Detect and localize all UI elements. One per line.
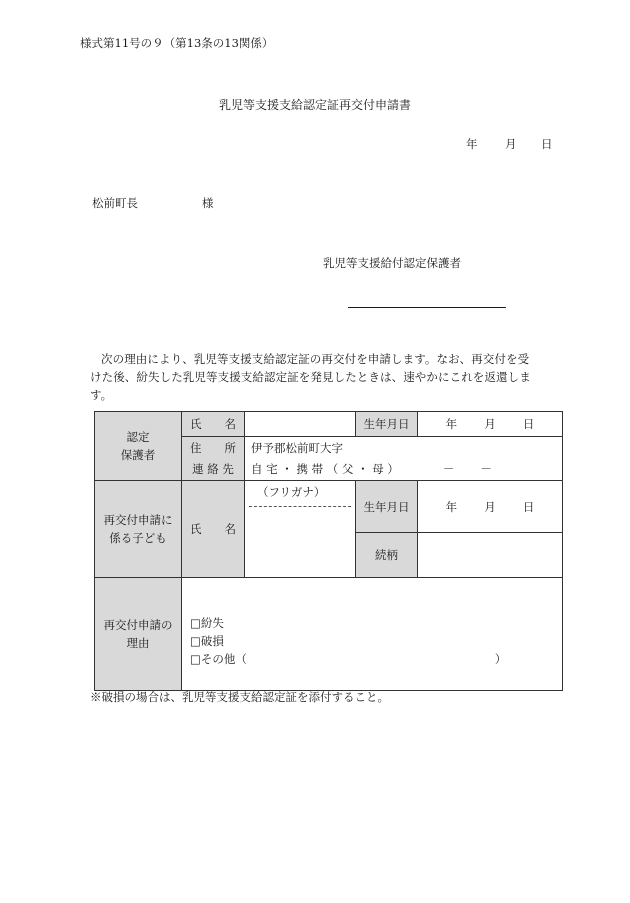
guardian-name-label: 氏 名: [182, 412, 245, 437]
body-line-2: けた後、紛失した乳児等支援支給認定証を発見したときは、速やかにこれを返還しま: [90, 370, 531, 384]
reason-damaged-checkbox[interactable]: □破損: [190, 634, 224, 648]
date-year: 年: [466, 137, 478, 151]
child-birth-day: 日: [522, 499, 535, 514]
contact-label: 連 絡 先: [182, 459, 245, 481]
relationship-field[interactable]: [418, 533, 563, 578]
child-birth-month: 月: [484, 499, 496, 514]
reason-section-header: 再交付申請の 理由: [95, 578, 182, 691]
contact-value: 自 宅 ・ 携 帯 （ 父 ・ 母 ）: [251, 462, 399, 477]
guardian-birthdate-field[interactable]: [418, 412, 563, 437]
application-table: [94, 411, 563, 691]
body-line-3: す。: [90, 388, 113, 402]
address-value: 伊予郡松前町大字: [251, 440, 343, 455]
guardian-birth-month: 月: [484, 417, 496, 431]
date-month: 月: [505, 137, 517, 151]
child-name-field[interactable]: [245, 481, 356, 578]
child-birthdate-label: 生年月日: [356, 481, 418, 533]
child-birth-year: 年: [445, 499, 458, 514]
reason-other-checkbox[interactable]: □その他（ ）: [190, 652, 507, 666]
contact-dash-2: －: [480, 462, 492, 477]
guardian-birthdate-label: 生年月日: [356, 412, 418, 437]
addressee-name: 松前町長: [92, 196, 138, 210]
body-line-1: 次の理由により、乳児等支援支給認定証の再交付を申請します。なお、再交付を受: [101, 352, 530, 366]
address-field[interactable]: [245, 437, 563, 459]
contact-dash-1: －: [442, 462, 455, 477]
relationship-label: 続柄: [356, 533, 418, 578]
child-name-label: 氏 名: [182, 481, 245, 578]
form-number: 様式第11号の９（第13条の13関係）: [80, 36, 274, 50]
reason-field: [182, 578, 563, 691]
guardian-name-field[interactable]: [245, 412, 356, 437]
guardian-birth-day: 日: [522, 417, 535, 431]
addressee-honorific: 様: [202, 196, 214, 210]
reason-lost-checkbox[interactable]: □紛失: [190, 616, 224, 630]
footnote: ※破損の場合は、乳児等支援支給認定証を添付すること。: [90, 690, 389, 704]
guardian-birth-year: 年: [445, 417, 458, 431]
document-title: 乳児等支援支給認定証再交付申請書: [218, 98, 411, 112]
contact-field[interactable]: [245, 459, 563, 481]
furigana-label: （フリガナ）: [257, 485, 326, 499]
reason-other-close: ）: [494, 652, 507, 666]
signature-line[interactable]: [348, 307, 506, 308]
body-text: [90, 350, 563, 404]
date-day: 日: [541, 137, 553, 151]
child-birthdate-field[interactable]: [418, 481, 563, 533]
applicant-label: 乳児等支援給付認定保護者: [323, 256, 461, 270]
child-section-header: 再交付申請に 係る子ども: [95, 481, 182, 578]
furigana-divider: [249, 506, 351, 507]
address-label: 住 所: [182, 437, 245, 459]
guardian-section-header: 認定 保護者: [95, 412, 182, 481]
